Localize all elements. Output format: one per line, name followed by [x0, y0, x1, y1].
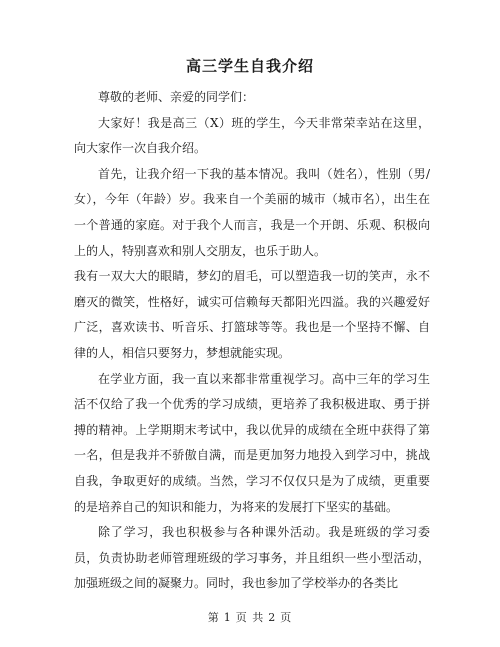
document-body	[74, 85, 430, 597]
footer-prefix: 第	[207, 611, 220, 624]
basic-info-paragraph: 首先，让我介绍一下我的基本情况。我叫（姓名），性别（男/女），今年（年龄）岁。我来自一个美丽的城市（城市名），出生在一个普通的家庭。对于我个人而言，我是一个开朗、乐观、积极向上的人，特别喜欢和别人交朋友，也乐于助人。	[74, 166, 430, 258]
salutation-paragraph: 尊敬的老师、亲爱的同学们：	[98, 90, 255, 104]
activities-paragraph: 除了学习，我也积极参与各种课外活动。我是班级的学习委员，负责协助老师管理班级的学习事务，并且组织一些小型活动，加强班级之间的凝聚力。同时，我也参加了学校举办的各类比	[74, 525, 430, 591]
document-title: 高三学生自我介绍	[185, 57, 314, 75]
personality-paragraph: 我有一双大大的眼睛，梦幻的眉毛，可以塑造我一切的笑声，永不磨灭的微笑，性格好，诚实可信赖每天都阳光四溢。我的兴趣爱好广泛，喜欢读书、听音乐、打篮球等等。我也是一个坚持不懈、自律的人，相信只要努力，梦想就能实现。	[74, 269, 430, 360]
study-paragraph: 在学业方面，我一直以来都非常重视学习。高中三年的学习生活不仅给了我一个优秀的学习成绩，更培养了我积极进取、勇于拼搏的精神。上学期期末考试中，我以优异的成绩在全班中获得了第一名，但是我并不骄傲自满，而是更加努力地投入到学习中，挑战自我，争取更好的成绩。当然，学习不仅仅只是为了成绩，更重要的是培养自己的知识和能力，为将来的发展打下坚实的基础。	[74, 371, 430, 514]
footer-middle: 页 共	[235, 611, 265, 624]
footer-suffix: 页	[280, 611, 293, 624]
greeting-paragraph: 大家好！我是高三（X）班的学生，今天非常荣幸站在这里，向大家作一次自我介绍。	[74, 115, 430, 156]
footer-page-number: 1	[223, 611, 232, 624]
footer-total-pages: 2	[268, 611, 277, 624]
page-footer	[0, 611, 500, 625]
